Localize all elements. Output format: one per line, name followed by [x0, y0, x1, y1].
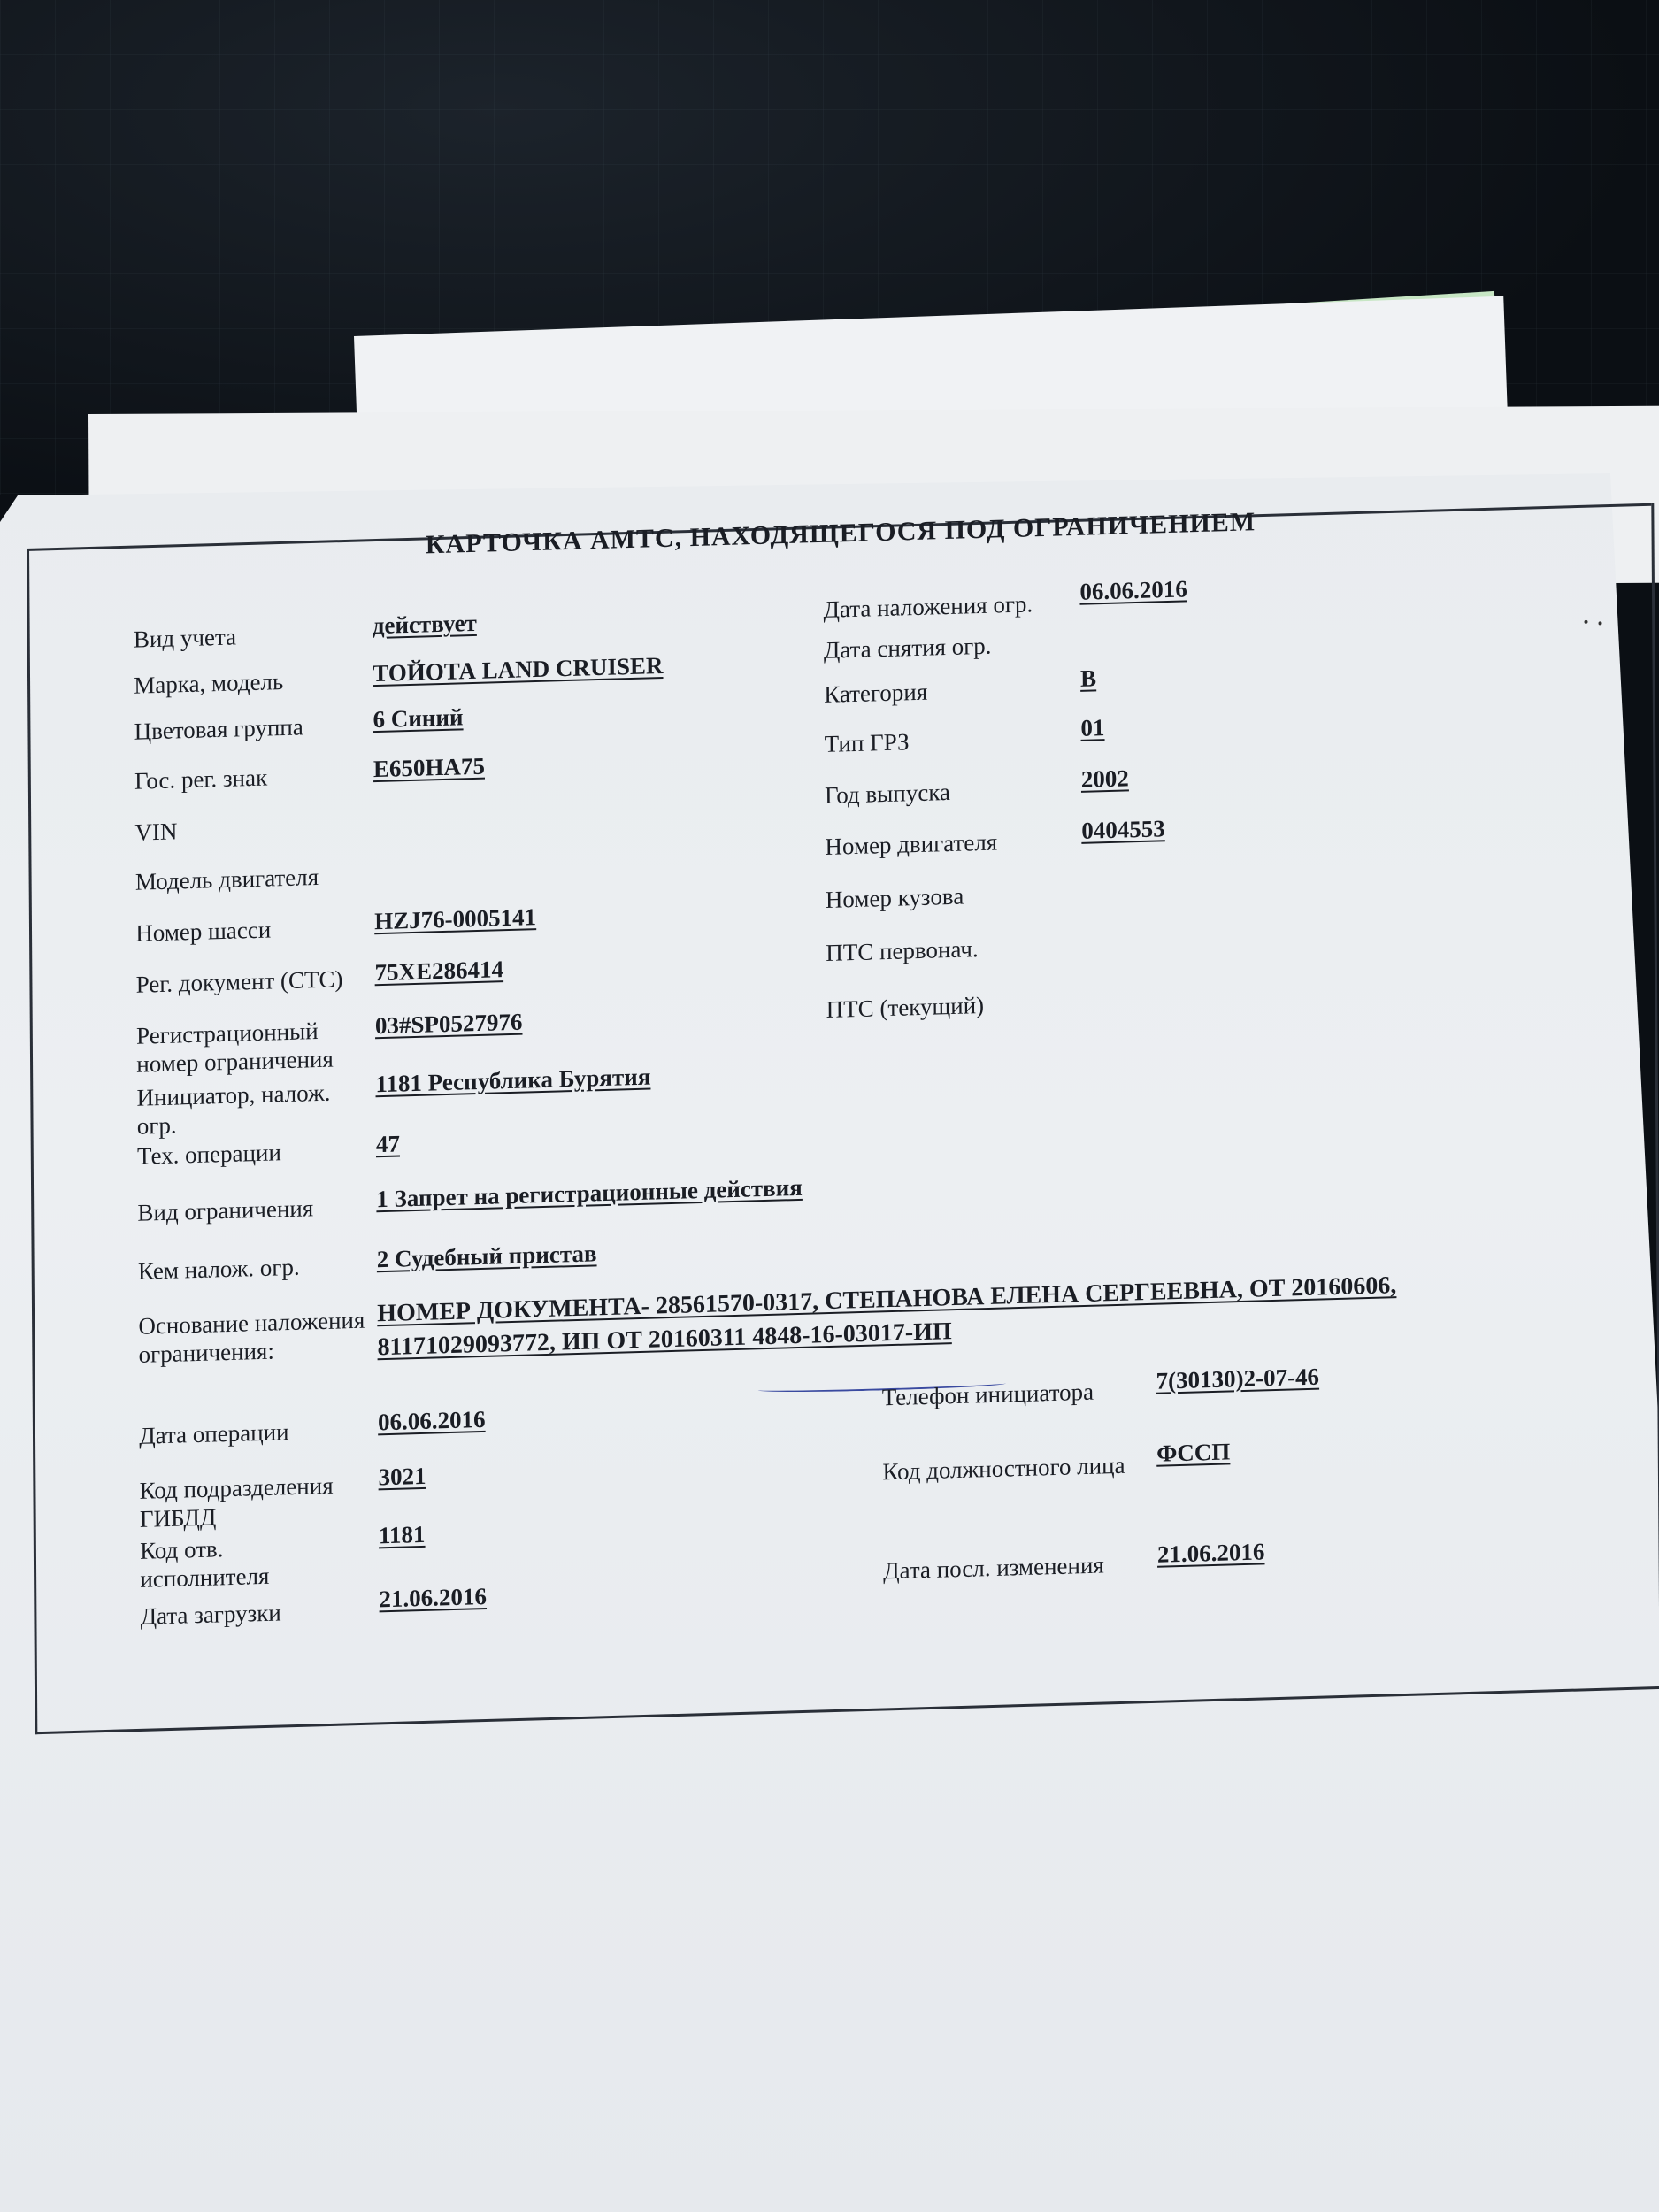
value-engine-number: 0404553 [1081, 815, 1165, 844]
value-initiator: 1181 Республика Бурятия [375, 1063, 651, 1098]
label-pts-original: ПТС первонач. [826, 935, 979, 966]
label-plate-type: Тип ГРЗ [824, 728, 910, 757]
value-gibdd-code: 3021 [378, 1462, 426, 1491]
label-restriction-reg-number: Регистрационный номер ограничения [135, 1018, 334, 1078]
label-plate-number: Гос. рег. знак [134, 764, 268, 795]
speck-mark [1599, 621, 1602, 625]
label-year: Год выпуска [824, 778, 951, 809]
value-year: 2002 [1080, 764, 1129, 793]
label-make-model: Марка, модель [134, 667, 284, 699]
value-last-change-date: 21.06.2016 [1156, 1538, 1265, 1568]
speck-mark [1585, 620, 1588, 624]
value-upload-date: 21.06.2016 [379, 1582, 488, 1613]
label-reg-document: Рег. документ (СТС) [135, 965, 343, 998]
value-basis-line1: НОМЕР ДОКУМЕНТА- 28561570-0317, СТЕПАНОВА ЕЛЕНА СЕРГЕЕВНА, ОТ 20160606, [377, 1271, 1397, 1328]
label-account-type: Вид учета [133, 623, 237, 653]
label-restriction-type: Вид ограничения [137, 1194, 314, 1226]
label-executor-code: Код отв. исполнителя [140, 1535, 270, 1593]
label-gibdd-code: Код подразделения ГИБДД [139, 1471, 334, 1532]
label-engine-number: Номер двигателя [825, 828, 998, 860]
value-imposed-by: 2 Судебный пристав [376, 1240, 597, 1273]
value-official-code: ФССП [1156, 1438, 1231, 1467]
value-account-type: действует [372, 609, 477, 640]
label-engine-model: Модель двигателя [134, 863, 319, 895]
label-operation-date: Дата операции [139, 1418, 289, 1449]
label-initiator-phone: Телефон инициатора [881, 1378, 1094, 1411]
label-upload-date: Дата загрузки [140, 1599, 281, 1630]
value-tech-operations: 47 [375, 1130, 400, 1158]
value-executor-code: 1181 [378, 1520, 426, 1549]
card-title: КАРТОЧКА АМТС, НАХОДЯЩЕГОСЯ ПОД ОГРАНИЧЕНИЕМ [425, 507, 1256, 560]
label-official-code: Код должностного лица [882, 1451, 1125, 1486]
value-category: В [1079, 664, 1097, 692]
value-operation-date: 06.06.2016 [377, 1405, 486, 1436]
value-restriction-reg-number: 03#SP0527976 [374, 1008, 523, 1040]
label-chassis-number: Номер шасси [135, 916, 272, 947]
value-reg-document: 75ХЕ286414 [374, 956, 504, 987]
label-color-group: Цветовая группа [134, 713, 303, 745]
label-initiator: Инициатор, налож. огр. [136, 1079, 331, 1140]
label-vin: VIN [134, 818, 178, 846]
value-imposition-date: 06.06.2016 [1079, 575, 1187, 605]
value-plate-type: 01 [1080, 714, 1105, 741]
label-basis: Основание наложения ограничения: [138, 1306, 365, 1368]
value-basis-line2: 81171029093772, ИП ОТ 20160311 4848-16-03017-ИП [377, 1317, 952, 1362]
label-last-change-date: Дата посл. изменения [883, 1551, 1104, 1585]
value-make-model: ТОЙОТА LAND CRUISER [373, 651, 664, 687]
value-restriction-type: 1 Запрет на регистрационные действия [376, 1173, 803, 1213]
label-removal-date: Дата снятия огр. [823, 632, 992, 664]
value-plate-number: Е650НА75 [373, 752, 486, 783]
restriction-card [27, 468, 1659, 1753]
label-imposition-date: Дата наложения огр. [823, 590, 1033, 623]
value-initiator-phone: 7(30130)2-07-46 [1156, 1363, 1320, 1394]
label-body-number: Номер кузова [825, 882, 964, 913]
value-color-group: 6 Синий [373, 703, 464, 733]
label-category: Категория [824, 678, 928, 708]
label-pts-current: ПТС (текущий) [826, 991, 985, 1023]
label-imposed-by: Кем налож. огр. [137, 1253, 300, 1285]
value-chassis-number: HZJ76-0005141 [374, 903, 537, 935]
label-tech-operations: Тех. операции [136, 1139, 281, 1170]
